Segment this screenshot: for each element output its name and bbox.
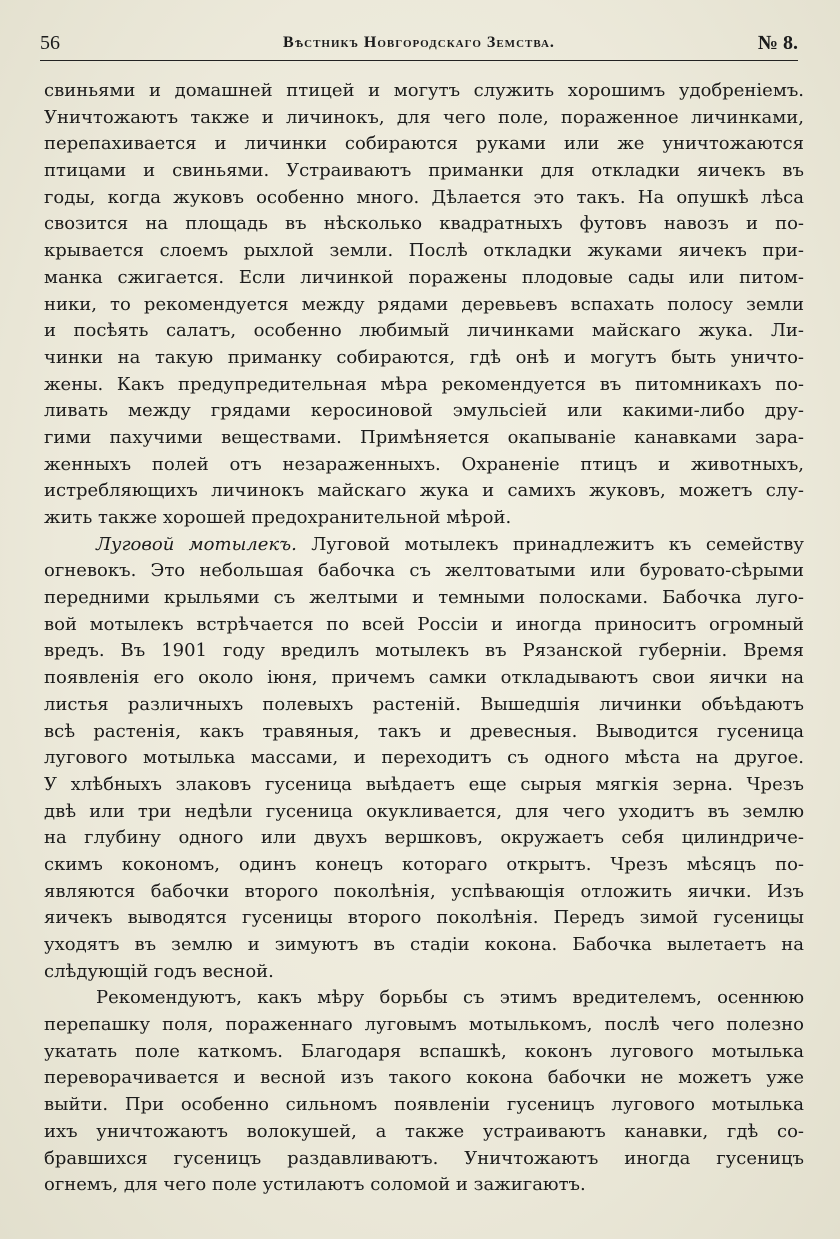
text-line: переворачивается и весной изъ такого кокона бабочки не можетъ уже bbox=[44, 1067, 804, 1089]
text-line: Рекомендуютъ, какъ мѣру борьбы съ этимъ вредителемъ, осеннюю bbox=[96, 987, 804, 1009]
text-line: листья различныхъ полевыхъ растенiй. Вышедшiя личинки объѣдаютъ bbox=[44, 693, 804, 715]
text-line: Уничтожаютъ также и личинокъ, для чего поле, пораженное личинками, bbox=[44, 106, 804, 128]
header-rule bbox=[40, 60, 798, 61]
text-line: вредъ. Въ 1901 году вредилъ мотылекъ въ Рязанской губернiи. Время bbox=[44, 640, 804, 662]
text-line: бравшихся гусеницъ раздавливаютъ. Уничтожаютъ иногда гусеницъ bbox=[44, 1147, 804, 1169]
text-line: У хлѣбныхъ злаковъ гусеница выѣдаетъ еще сырыя мягкiя зерна. Чрезъ bbox=[44, 773, 804, 795]
article-body bbox=[44, 78, 804, 1199]
page-number: 56 bbox=[40, 32, 60, 54]
text-line: всѣ растенiя, какъ травяныя, такъ и древесныя. Выводится гусеница bbox=[44, 720, 804, 742]
text-line: скимъ кокономъ, одинъ конецъ котораго открытъ. Чрезъ мѣсяцъ по- bbox=[44, 853, 804, 875]
paragraph-1 bbox=[44, 78, 804, 532]
issue-number: № 8. bbox=[757, 32, 798, 54]
text-line: жить также хорошей предохранительной мѣрой. bbox=[44, 507, 512, 528]
text-line: гими пахучими веществами. Примѣняется окапыванiе канавками зара- bbox=[44, 426, 804, 448]
text-line: являются бабочки второго поколѣнiя, успѣвающiя отложить яички. Изъ bbox=[44, 880, 804, 902]
text-line: истребляющихъ личинокъ майскаго жука и самихъ жуковъ, можетъ слу- bbox=[44, 480, 804, 502]
text-line: вой мотылекъ встрѣчается по всей Россiи и иногда приноситъ огромный bbox=[44, 613, 804, 635]
text-line: передними крыльями съ желтыми и темными полосками. Бабочка луго- bbox=[44, 587, 804, 609]
text-line: слѣдующiй годъ весной. bbox=[44, 960, 274, 982]
text-line: женныхъ полей отъ незараженныхъ. Охраненiе птицъ и животныхъ, bbox=[44, 453, 804, 475]
text-line: и посѣять салатъ, особенно любимый личинками майскаго жука. Ли- bbox=[44, 320, 804, 342]
text-line: свозится на площадь въ нѣсколько квадратныхъ футовъ навозъ и по- bbox=[44, 213, 804, 235]
text-line: перепахивается и личинки собираются руками или же уничтожаются bbox=[44, 133, 804, 155]
text-line: жены. Какъ предупредительная мѣра рекомендуется въ питомникахъ по- bbox=[44, 373, 804, 395]
text-line: крывается слоемъ рыхлой земли. Послѣ откладки жуками яичекъ при- bbox=[44, 240, 804, 262]
text-line: огнемъ, для чего поле устилаютъ соломой и зажигаютъ. bbox=[44, 1174, 586, 1196]
text-line: птицами и свиньями. Устраиваютъ приманки для откладки яичекъ въ bbox=[44, 160, 804, 182]
text-line: ники, то рекомендуется между рядами деревьевъ вспахать полосу земли bbox=[44, 293, 804, 315]
running-header bbox=[40, 30, 798, 60]
text-line: свиньями и домашней птицей и могутъ служить хорошимъ удобренiемъ. bbox=[44, 80, 804, 101]
text-line: двѣ или три недѣли гусеница окукливается, для чего уходитъ въ землю bbox=[44, 800, 804, 822]
section-heading: Луговой мотылекъ. bbox=[96, 533, 297, 555]
text-line: яичекъ выводятся гусеницы второго поколѣнiя. Передъ зимой гусеницы bbox=[44, 907, 804, 929]
text-line: на глубину одного или двухъ вершковъ, окружаетъ себя цилиндриче- bbox=[44, 827, 804, 849]
paragraph-first-line bbox=[44, 532, 804, 559]
text-line: укатать поле каткомъ. Благодаря вспашкѣ, коконъ лугового мотылька bbox=[44, 1040, 804, 1062]
paragraph-2 bbox=[44, 532, 804, 986]
text-line: лугового мотылька массами, и переходитъ съ одного мѣста на другое. bbox=[44, 747, 804, 769]
text-line: уходятъ въ землю и зимуютъ въ стадiи кокона. Бабочка вылетаетъ на bbox=[44, 934, 804, 955]
text-line: чинки на такую приманку собираются, гдѣ онѣ и могутъ быть уничто- bbox=[44, 346, 804, 368]
text-line: появленiя его около iюня, причемъ самки откладываютъ свои яички на bbox=[44, 667, 804, 689]
text-line: перепашку поля, пораженнаго луговымъ мотылькомъ, послѣ чего полезно bbox=[44, 1014, 804, 1036]
text-line: выйти. При особенно сильномъ появленiи гусеницъ лугового мотылька bbox=[44, 1094, 804, 1116]
text-line: Луговой мотылекъ принадлежитъ къ семейству bbox=[311, 533, 805, 555]
text-line: огневокъ. Это небольшая бабочка съ желтоватыми или буровато-сѣрыми bbox=[44, 560, 804, 582]
paragraph-3 bbox=[44, 985, 804, 1199]
text-line: ливать между грядами керосиновой эмульсiей или какими-либо дру- bbox=[44, 400, 804, 422]
text-line: годы, когда жуковъ особенно много. Дѣлается это такъ. На опушкѣ лѣса bbox=[44, 186, 804, 208]
text-line: ихъ уничтожаютъ волокушей, а также устраиваютъ канавки, гдѣ со- bbox=[44, 1120, 804, 1142]
journal-title: Вѣстникъ Новгородскаго Земства. bbox=[283, 34, 555, 51]
text-line: манка сжигается. Если личинкой поражены плодовые сады или питом- bbox=[44, 266, 804, 288]
